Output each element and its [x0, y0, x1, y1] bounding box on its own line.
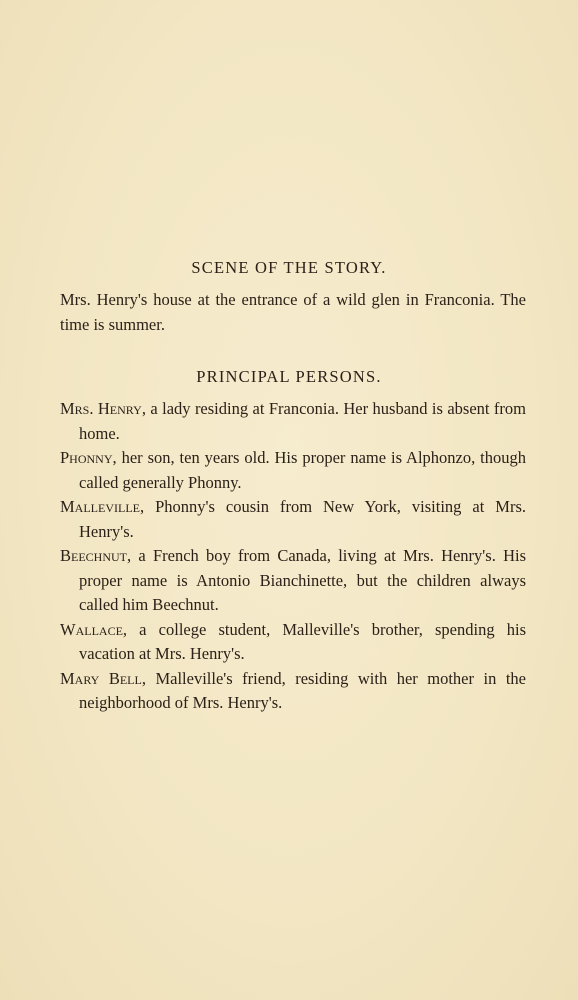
persons-heading: PRINCIPAL PERSONS.: [196, 367, 382, 386]
person-name: Mrs. Henry: [60, 399, 142, 418]
person-description: , Malleville's friend, residing with her mother in the neighborhood of Mrs. Henry's.: [79, 668, 526, 712]
person-entry-malleville: [60, 495, 526, 544]
person-entry-phonny: [60, 446, 526, 495]
person-name: Mary Bell: [60, 668, 142, 688]
person-entry-mrs-henry: [60, 397, 526, 446]
person-entry-wallace: [60, 618, 526, 667]
persons-list: [60, 397, 526, 716]
scene-section: [60, 288, 526, 337]
scene-heading: SCENE OF THE STORY.: [191, 258, 387, 277]
person-description: , her son, ten years old. His proper name is Alphonzo, though called generally Phonny.: [79, 448, 526, 492]
scene-description: Mrs. Henry's house at the entrance of a wild glen in Franconia. The time is summer.: [60, 290, 526, 334]
person-name: Beechnut: [60, 546, 127, 565]
person-name: Malleville: [60, 497, 140, 516]
person-description: , a lady residing at Franconia. Her husband is absent from home.: [79, 399, 527, 443]
person-name: Phonny: [60, 448, 113, 467]
person-entry-beechnut: [60, 544, 526, 618]
person-description: , Phonny's cousin from New York, visiting at Mrs. Henry's.: [79, 497, 526, 541]
person-description: , a French boy from Canada, living at Mrs. Henry's. His proper name is Antonio Bianchinette, but the children always called him Beechnut.: [79, 546, 526, 614]
person-description: , a college student, Malleville's brother, spending his vacation at Mrs. Henry's.: [79, 619, 526, 663]
person-name: Wallace: [60, 619, 123, 639]
person-entry-mary-bell: [60, 667, 526, 716]
